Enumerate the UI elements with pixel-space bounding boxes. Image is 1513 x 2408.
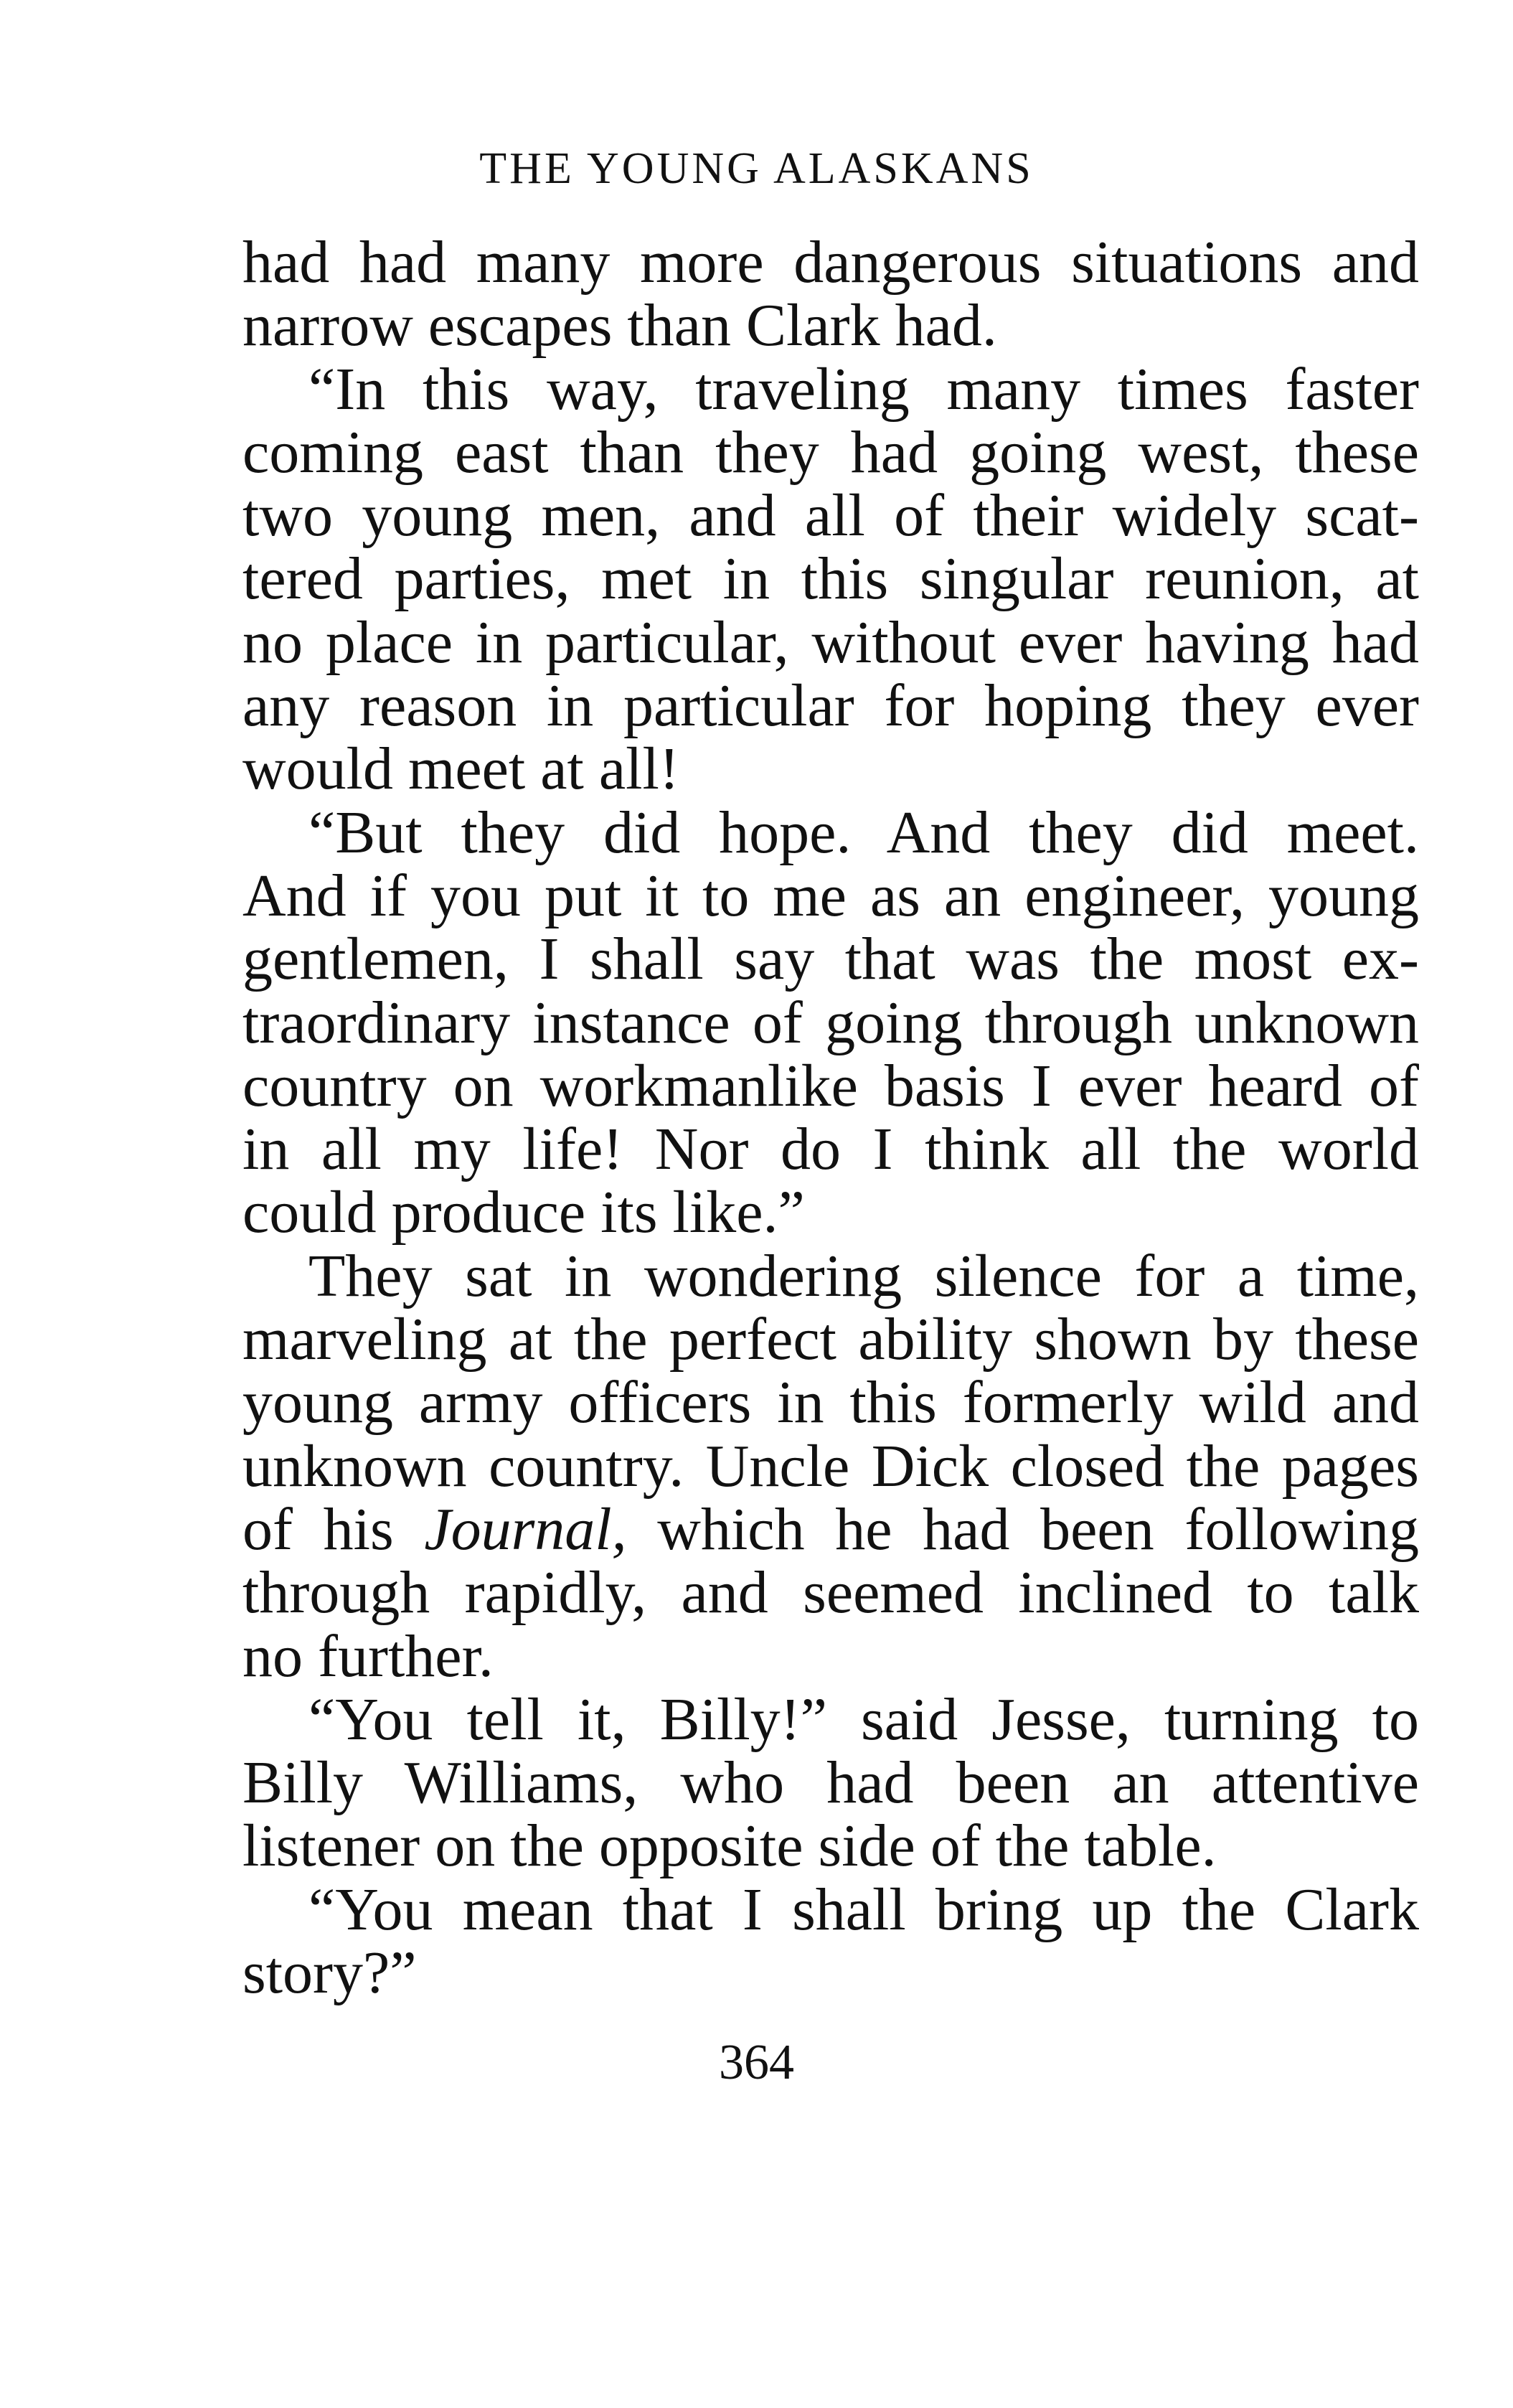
body-text	[242, 231, 1419, 2005]
text-line: narrow escapes than Clark had.	[242, 292, 997, 359]
text-line: young army officers in this formerly wild and	[242, 1369, 1419, 1436]
text-line: “You tell it, Billy!” said Jesse, turning to	[308, 1685, 1419, 1753]
text-line: “You mean that I shall bring up the Clark	[308, 1876, 1419, 1943]
text-line: listener on the opposite side of the table.	[242, 1812, 1217, 1880]
text-line: traordinary instance of going through unknown	[242, 989, 1419, 1056]
text-line: Billy Williams, who had been an attentive	[242, 1749, 1419, 1817]
text-line: in all my life! Nor do I think all the world	[242, 1116, 1419, 1183]
text-line: would meet at all!	[242, 735, 679, 803]
running-head: THE YOUNG ALASKANS	[479, 144, 1034, 193]
text-line: of his Journal, which he had been following	[242, 1495, 1419, 1563]
text-line: through rapidly, and seemed inclined to talk	[242, 1559, 1419, 1627]
text-line: “In this way, traveling many times faster	[308, 355, 1419, 423]
text-line: “But they did hope. And they did meet.	[308, 799, 1419, 866]
text-line: story?”	[242, 1939, 417, 2007]
text-line: marveling at the perfect ability shown by these	[242, 1306, 1419, 1373]
text-line: two young men, and all of their widely scat-	[242, 482, 1419, 550]
text-line: had had many more dangerous situations and	[242, 229, 1419, 296]
text-line: no place in particular, without ever having had	[242, 608, 1419, 676]
text-line: could produce its like.”	[242, 1179, 805, 1246]
text-line: unknown country. Uncle Dick closed the pages	[242, 1432, 1419, 1500]
text-line: And if you put it to me as an engineer, young	[242, 862, 1419, 929]
text-line: any reason in particular for hoping they ever	[242, 672, 1419, 740]
text-line: gentlemen, I shall say that was the most ex-	[242, 926, 1419, 993]
text-line: coming east than they had going west, these	[242, 418, 1419, 486]
text-line: tered parties, met in this singular reunion, at	[242, 545, 1419, 613]
text-line: They sat in wondering silence for a time,	[308, 1242, 1419, 1309]
page-number: 364	[719, 2035, 794, 2090]
text-line: no further.	[242, 1622, 494, 1690]
text-line: country on workmanlike basis I ever heard of	[242, 1052, 1419, 1119]
